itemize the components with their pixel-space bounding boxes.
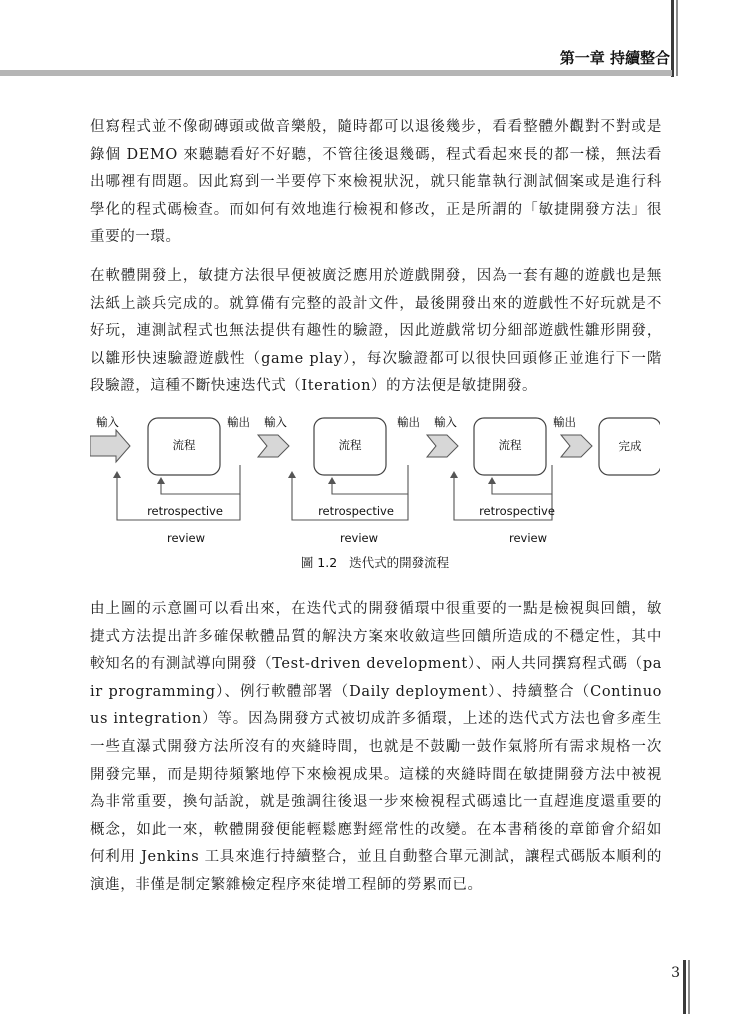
review-label-2: review: [339, 531, 379, 545]
page-number: 3: [671, 965, 680, 981]
process-label-2: 流程: [338, 438, 362, 452]
footer-vertical-bar-dark: [683, 960, 686, 1014]
header-vertical-bar-light: [676, 0, 678, 76]
input-label-1: 輸入: [96, 415, 119, 429]
retrospective-label-3: retrospective: [479, 504, 555, 518]
figure-caption: [90, 553, 660, 571]
loop-arrowhead-3a: [488, 477, 496, 484]
body-paragraph-3: 由上圖的示意圖可以看出來，在迭代式的開發循環中很重要的一點是檢視與回饋，敏捷式方法提出許多確保軟體品質的解決方案來收斂這些回饋所造成的不穩定性，其中較知名的有測試導向開發（Test-driven development）、兩人共同撰寫程式碼（pair programming）、例行軟體部署（Daily deployment）、持續整合（Continuous integration）等。因為開發方式被切成許多循環，上述的迭代式方法也會多產生一些直瀑式開發方法所沒有的夾縫時間，也就是不鼓勵一鼓作氣將所有需求規格一次開發完畢，而是期待頻繁地停下來檢視成果。這樣的夾縫時間在敏捷開發方法中被視為非常重要，換句話說，就是強調往後退一步來檢視程式碼遠比一直趕進度還重要的概念，如此一來，軟體開發便能輕鬆應對經常性的改變。在本書稍後的章節會介紹如何利用 Jenkins 工具來進行持續整合，並且自動整合單元測試，讓程式碼版本順利的演進，非僅是制定繁雜檢定程序來徒增工程師的勞累而已。: [90, 601, 662, 893]
retrospective-label-1: retrospective: [147, 504, 223, 518]
retrospective-label-2: retrospective: [318, 504, 394, 518]
figure-number: 圖 1.2: [300, 555, 338, 570]
process-label-3: 流程: [498, 438, 522, 452]
figure-caption-text: 迭代式的開發流程: [349, 555, 450, 570]
loop-arrowhead-2a: [328, 477, 336, 484]
loop-arrowhead-1b: [113, 471, 121, 478]
body-paragraph-1: 但寫程式並不像砌磚頭或做音樂般，隨時都可以退後幾步，看看整體外觀對不對或是錄個 DEMO 來聽聽看好不好聽，不管往後退幾碼，程式看起來長的都一樣，無法看出哪裡有問題。因此寫到一半要停下來檢視狀況，就只能靠執行測試個案或是進行科學化的程式碼檢查。而如何有效地進行檢視和修改，正是所謂的「敏捷開發方法」很重要的一環。: [90, 119, 662, 246]
output-label-1: 輸出: [227, 415, 250, 429]
body-paragraph-2: 在軟體開發上，敏捷方法很早便被廣泛應用於遊戲開發，因為一套有趣的遊戲也是無法紙上談兵完成的。就算備有完整的設計文件，最後開發出來的遊戲性不好玩就是不好玩，連測試程式也無法提供有趣性的驗證，因此遊戲常切分細部遊戲性雛形開發，以雛形快速驗證遊戲性（game play），每次驗證都可以很快回頭修正並進行下一階段驗證，這種不斷快速迭代式（Iteration）的方法便是敏捷開發。: [90, 268, 662, 395]
process-label-1: 流程: [172, 438, 196, 452]
chapter-header-title: 第一章 持續整合: [559, 49, 670, 67]
header-vertical-bar-dark: [671, 0, 674, 77]
input-label-2: 輸入: [264, 415, 287, 429]
review-label-3: review: [508, 531, 548, 545]
input-label-3: 輸入: [434, 415, 457, 429]
iterative-process-diagram: [90, 405, 660, 555]
output-label-2: 輸出: [397, 415, 420, 429]
input-arrow-1: [90, 430, 130, 462]
transition-chevron-1: [258, 435, 289, 457]
loop-arrowhead-1a: [157, 477, 165, 484]
header-rule: [0, 70, 672, 76]
transition-chevron-3: [561, 435, 592, 457]
review-label-1: review: [166, 531, 206, 545]
output-label-3: 輸出: [553, 415, 576, 429]
iterative-process-figure: [90, 405, 660, 555]
done-label: 完成: [618, 439, 642, 453]
footer-vertical-bar-light: [688, 960, 690, 1014]
loop-arrowhead-2b: [288, 471, 296, 478]
loop-arrowhead-3b: [450, 471, 458, 478]
transition-chevron-2: [427, 435, 458, 457]
